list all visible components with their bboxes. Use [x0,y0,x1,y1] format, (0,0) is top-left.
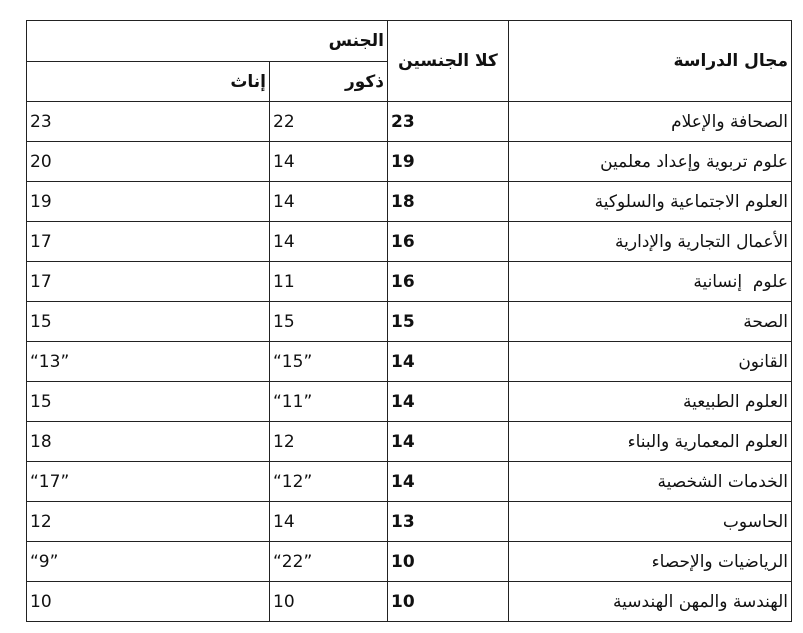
male-cell: 22 [270,102,388,142]
table-row [27,102,792,142]
field-cell: الحاسوب [509,502,792,542]
male-cell: 10 [270,582,388,622]
female-cell: 15 [27,302,270,342]
field-cell: علوم إنسانية [509,262,792,302]
both-cell: 16 [388,222,509,262]
field-cell: القانون [509,342,792,382]
female-cell: “13” [27,342,270,382]
study-fields-table [26,20,792,622]
male-cell: “12” [270,462,388,502]
both-cell: 14 [388,342,509,382]
table-row [27,582,792,622]
table-row [27,502,792,542]
male-cell: 14 [270,142,388,182]
male-cell: “15” [270,342,388,382]
both-cell: 15 [388,302,509,342]
table-row [27,542,792,582]
field-cell: العلوم الطبيعية [509,382,792,422]
field-cell: علوم تربوية وإعداد معلمين [509,142,792,182]
header-gender: الجنس [27,21,388,62]
field-cell: العلوم الاجتماعية والسلوكية [509,182,792,222]
header-both: كلا الجنسين [388,21,509,102]
field-cell: الأعمال التجارية والإدارية [509,222,792,262]
table-row [27,382,792,422]
both-cell: 14 [388,422,509,462]
both-cell: 10 [388,582,509,622]
female-cell: 10 [27,582,270,622]
table-row [27,462,792,502]
field-cell: الرياضيات والإحصاء [509,542,792,582]
table-row [27,422,792,462]
male-cell: 12 [270,422,388,462]
female-cell: 17 [27,262,270,302]
female-cell: 23 [27,102,270,142]
both-cell: 23 [388,102,509,142]
both-cell: 14 [388,462,509,502]
table-row [27,142,792,182]
male-cell: “22” [270,542,388,582]
header-row-top [27,21,792,62]
female-cell: 19 [27,182,270,222]
female-cell: 15 [27,382,270,422]
both-cell: 19 [388,142,509,182]
female-cell: “9” [27,542,270,582]
header-male: ذكور [270,62,388,102]
table-row [27,262,792,302]
female-cell: 18 [27,422,270,462]
header-field: مجال الدراسة [509,21,792,102]
both-cell: 10 [388,542,509,582]
table-row [27,302,792,342]
field-cell: الصحافة والإعلام [509,102,792,142]
male-cell: “11” [270,382,388,422]
field-cell: الهندسة والمهن الهندسية [509,582,792,622]
both-cell: 16 [388,262,509,302]
female-cell: 20 [27,142,270,182]
field-cell: الخدمات الشخصية [509,462,792,502]
both-cell: 14 [388,382,509,422]
field-cell: العلوم المعمارية والبناء [509,422,792,462]
female-cell: 12 [27,502,270,542]
both-cell: 13 [388,502,509,542]
header-female: إناث [27,62,270,102]
male-cell: 14 [270,182,388,222]
table-row [27,182,792,222]
both-cell: 18 [388,182,509,222]
male-cell: 11 [270,262,388,302]
female-cell: “17” [27,462,270,502]
table-row [27,222,792,262]
field-cell: الصحة [509,302,792,342]
female-cell: 17 [27,222,270,262]
male-cell: 14 [270,502,388,542]
table-row [27,342,792,382]
male-cell: 15 [270,302,388,342]
male-cell: 14 [270,222,388,262]
